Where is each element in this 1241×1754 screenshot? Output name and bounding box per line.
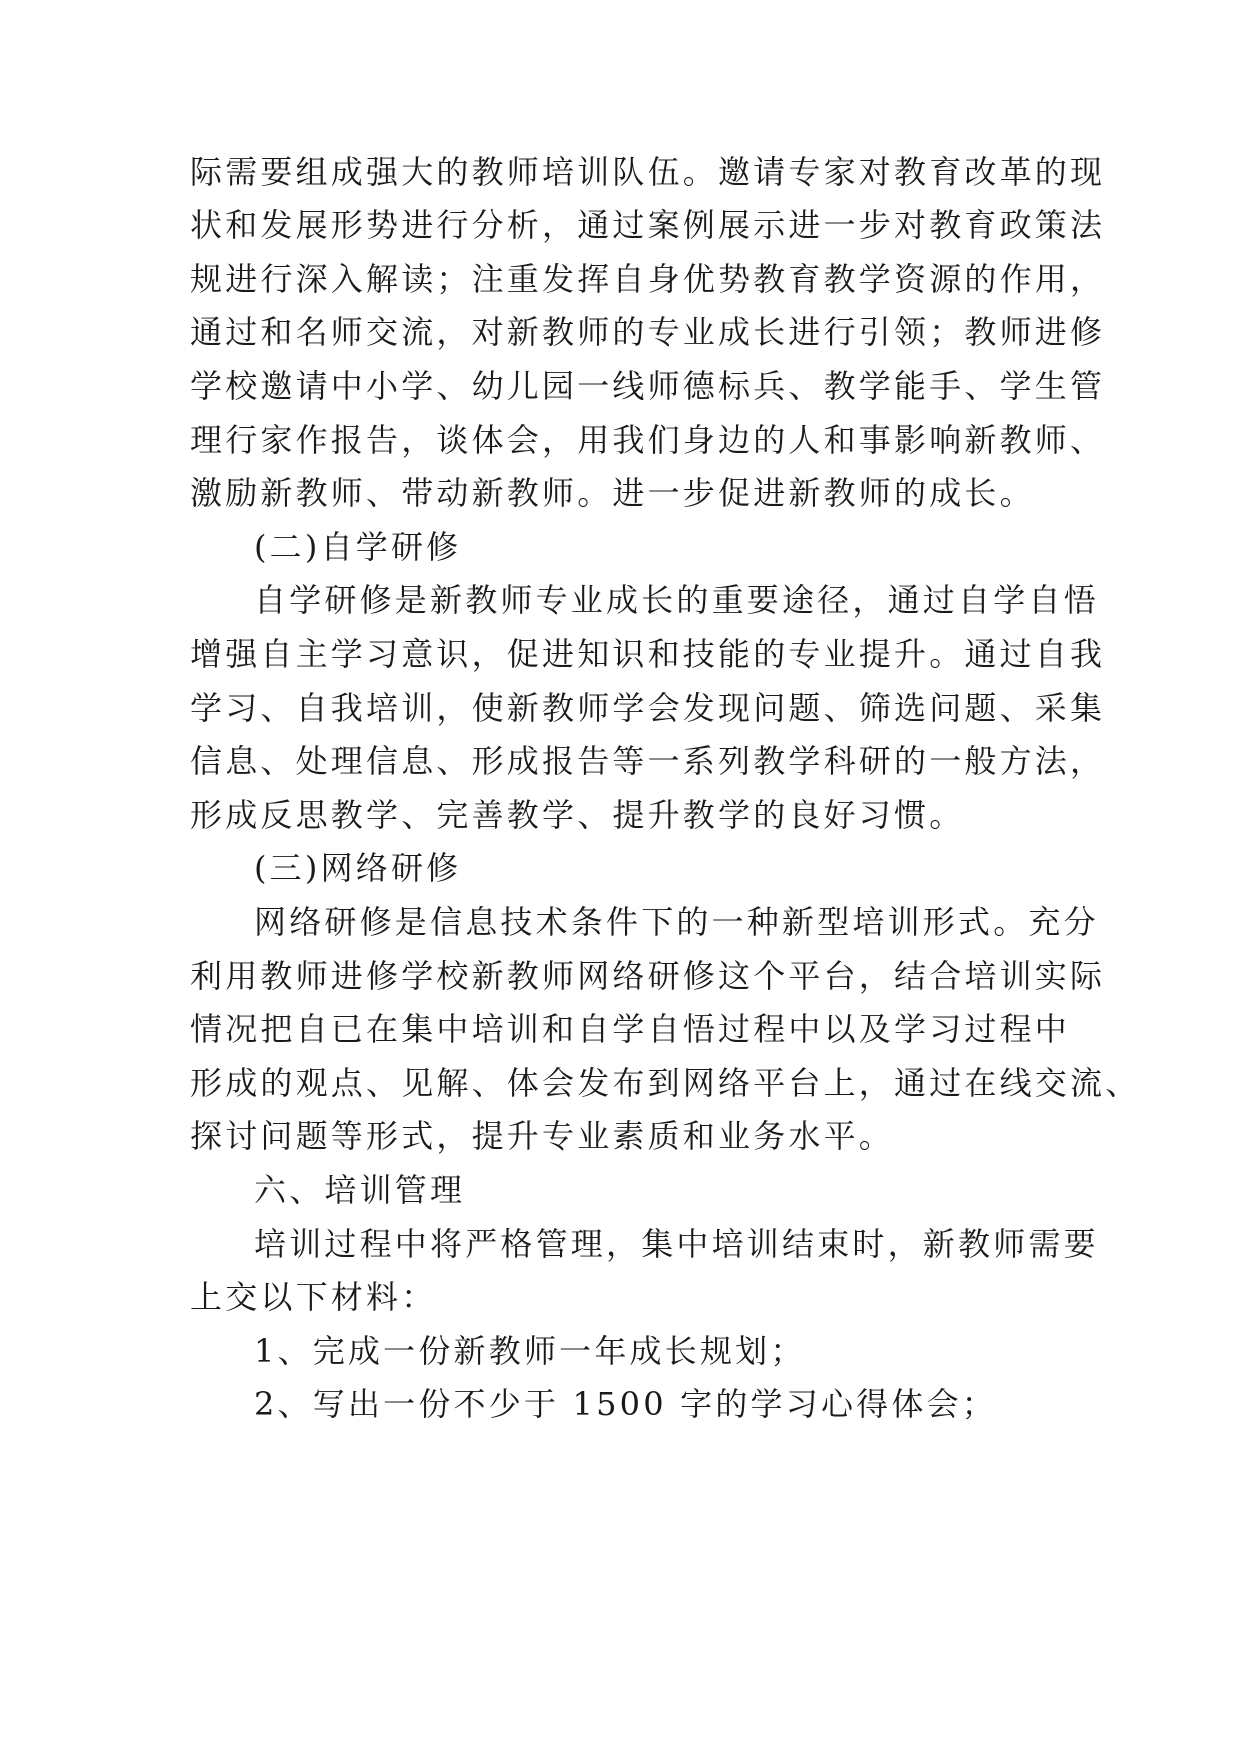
paragraph-line: 通过和名师交流，对新教师的专业成长进行引领；教师进修 <box>190 313 1106 351</box>
list-item: 2、写出一份不少于 1500 字的学习心得体会； <box>254 1385 997 1423</box>
paragraph-line: 自学研修是新教师专业成长的重要途径，通过自学自悟 <box>254 581 1099 619</box>
paragraph-line: 形成的观点、见解、体会发布到网络平台上，通过在线交流、 <box>190 1064 1141 1102</box>
section-heading: (二)自学研修 <box>254 528 462 566</box>
paragraph-line: 信息、处理信息、形成报告等一系列教学科研的一般方法， <box>190 742 1106 780</box>
paragraph-line: 学习、自我培训，使新教师学会发现问题、筛选问题、采集 <box>190 689 1106 727</box>
paragraph-line: 激励新教师、带动新教师。进一步促进新教师的成长。 <box>190 474 1035 512</box>
section-heading: 六、培训管理 <box>254 1171 466 1209</box>
list-item: 1、完成一份新教师一年成长规划； <box>254 1332 806 1370</box>
paragraph-line: 情况把自已在集中培训和自学自悟过程中以及学习过程中 <box>190 1010 1071 1048</box>
paragraph-line: 利用教师进修学校新教师网络研修这个平台，结合培训实际 <box>190 957 1106 995</box>
paragraph-line: 状和发展形势进行分析，通过案例展示进一步对教育政策法 <box>190 206 1106 244</box>
paragraph-line: 理行家作报告，谈体会，用我们身边的人和事影响新教师、 <box>190 421 1106 459</box>
paragraph-line: 学校邀请中小学、幼儿园一线师德标兵、教学能手、学生管 <box>190 367 1106 405</box>
paragraph-line: 探讨问题等形式，提升专业素质和业务水平。 <box>190 1117 895 1155</box>
paragraph-line: 形成反思教学、完善教学、提升教学的良好习惯。 <box>190 796 965 834</box>
section-heading: (三)网络研修 <box>254 849 462 887</box>
paragraph-line: 上交以下材料： <box>190 1278 437 1316</box>
paragraph-line: 际需要组成强大的教师培训队伍。邀请专家对教育改革的现 <box>190 153 1106 191</box>
paragraph-line: 规进行深入解读；注重发挥自身优势教育教学资源的作用， <box>190 260 1106 298</box>
paragraph-line: 增强自主学习意识，促进知识和技能的专业提升。通过自我 <box>190 635 1106 673</box>
paragraph-line: 培训过程中将严格管理，集中培训结束时，新教师需要 <box>254 1225 1099 1263</box>
paragraph-line: 网络研修是信息技术条件下的一种新型培训形式。充分 <box>254 903 1099 941</box>
